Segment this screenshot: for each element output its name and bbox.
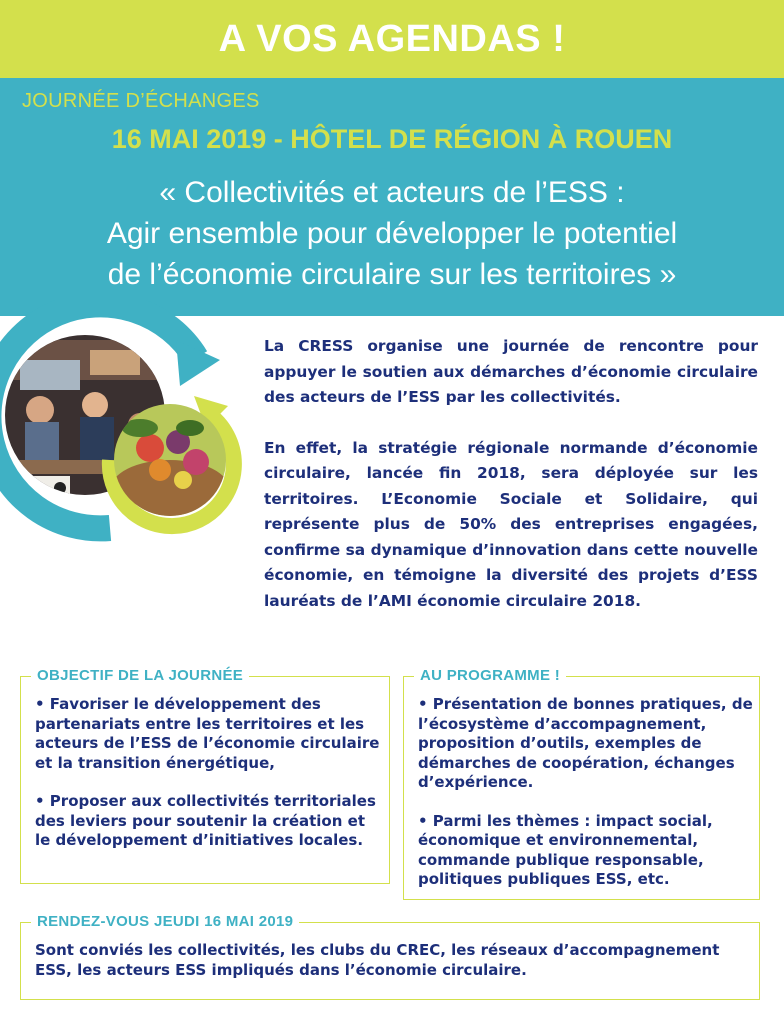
event-date-place: 16 MAI 2019 - HÔTEL DE RÉGION À ROUEN <box>111 124 673 154</box>
intro-paragraph: La CRESS organise une journée de rencontre pour appuyer le soutien aux démarches d’économie circulaire des acteurs de l’ESS par les collectivités. <box>264 337 758 406</box>
headline-line: de l’économie circulaire sur les territoires » <box>107 258 677 291</box>
event-kicker: JOURNÉE D’ÉCHANGES <box>22 90 260 112</box>
rendezvous-label: RENDEZ-VOUS JEUDI 16 MAI 2019 <box>31 912 299 932</box>
intro-text <box>264 334 758 614</box>
programme-body <box>418 695 756 890</box>
rendezvous-box <box>20 913 760 1000</box>
banner-title: A VOS AGENDAS ! <box>218 17 566 60</box>
intro-paragraph: En effet, la stratégie régionale normande d’économie circulaire, lancée fin 2018, sera déployée sur les territoires. L’Economie Sociale et Solidaire, qui représente plus de 50% des entreprises engagées, confirme sa dynamique d’innovation dans cette nouvelle économie, en témoigne la diversité des projets d’ESS lauréats de l’AMI économie circulaire 2018. <box>264 438 758 610</box>
rendezvous-text: Sont conviés les collectivités, les clubs du CREC, les réseaux d’accompagnement ESS, les acteurs ESS impliqués dans l’économie circulaire. <box>35 941 720 979</box>
objectif-box <box>20 667 390 884</box>
objectif-body <box>35 695 383 851</box>
circular-economy-illustration <box>0 300 250 560</box>
objectif-item: • Proposer aux collectivités territoriales des leviers pour soutenir la création et le développement d’initiatives locales. <box>35 792 376 849</box>
event-header <box>0 78 784 316</box>
objectif-item: • Favoriser le développement des partenariats entre les territoires et les acteurs de l’ESS de l’économie circulaire et la transition énergétique, <box>35 695 380 772</box>
rendezvous-body <box>35 941 751 980</box>
objectif-label: OBJECTIF DE LA JOURNÉE <box>31 666 249 686</box>
top-banner <box>0 0 784 78</box>
headline-line: Agir ensemble pour développer le potentiel <box>106 217 678 250</box>
programme-item: • Parmi les thèmes : impact social, économique et environnemental, commande publique responsable, politiques publiques ESS, etc. <box>418 811 713 888</box>
programme-item: • Présentation de bonnes pratiques, de l’écosystème d’accompagnement, proposition d’outils, exemples de démarches de coopération, échanges d’expérience. <box>418 695 753 791</box>
headline-line: « Collectivités et acteurs de l’ESS : <box>159 176 625 209</box>
event-headline <box>0 172 784 295</box>
programme-label: AU PROGRAMME ! <box>414 666 566 686</box>
programme-box <box>403 667 760 900</box>
